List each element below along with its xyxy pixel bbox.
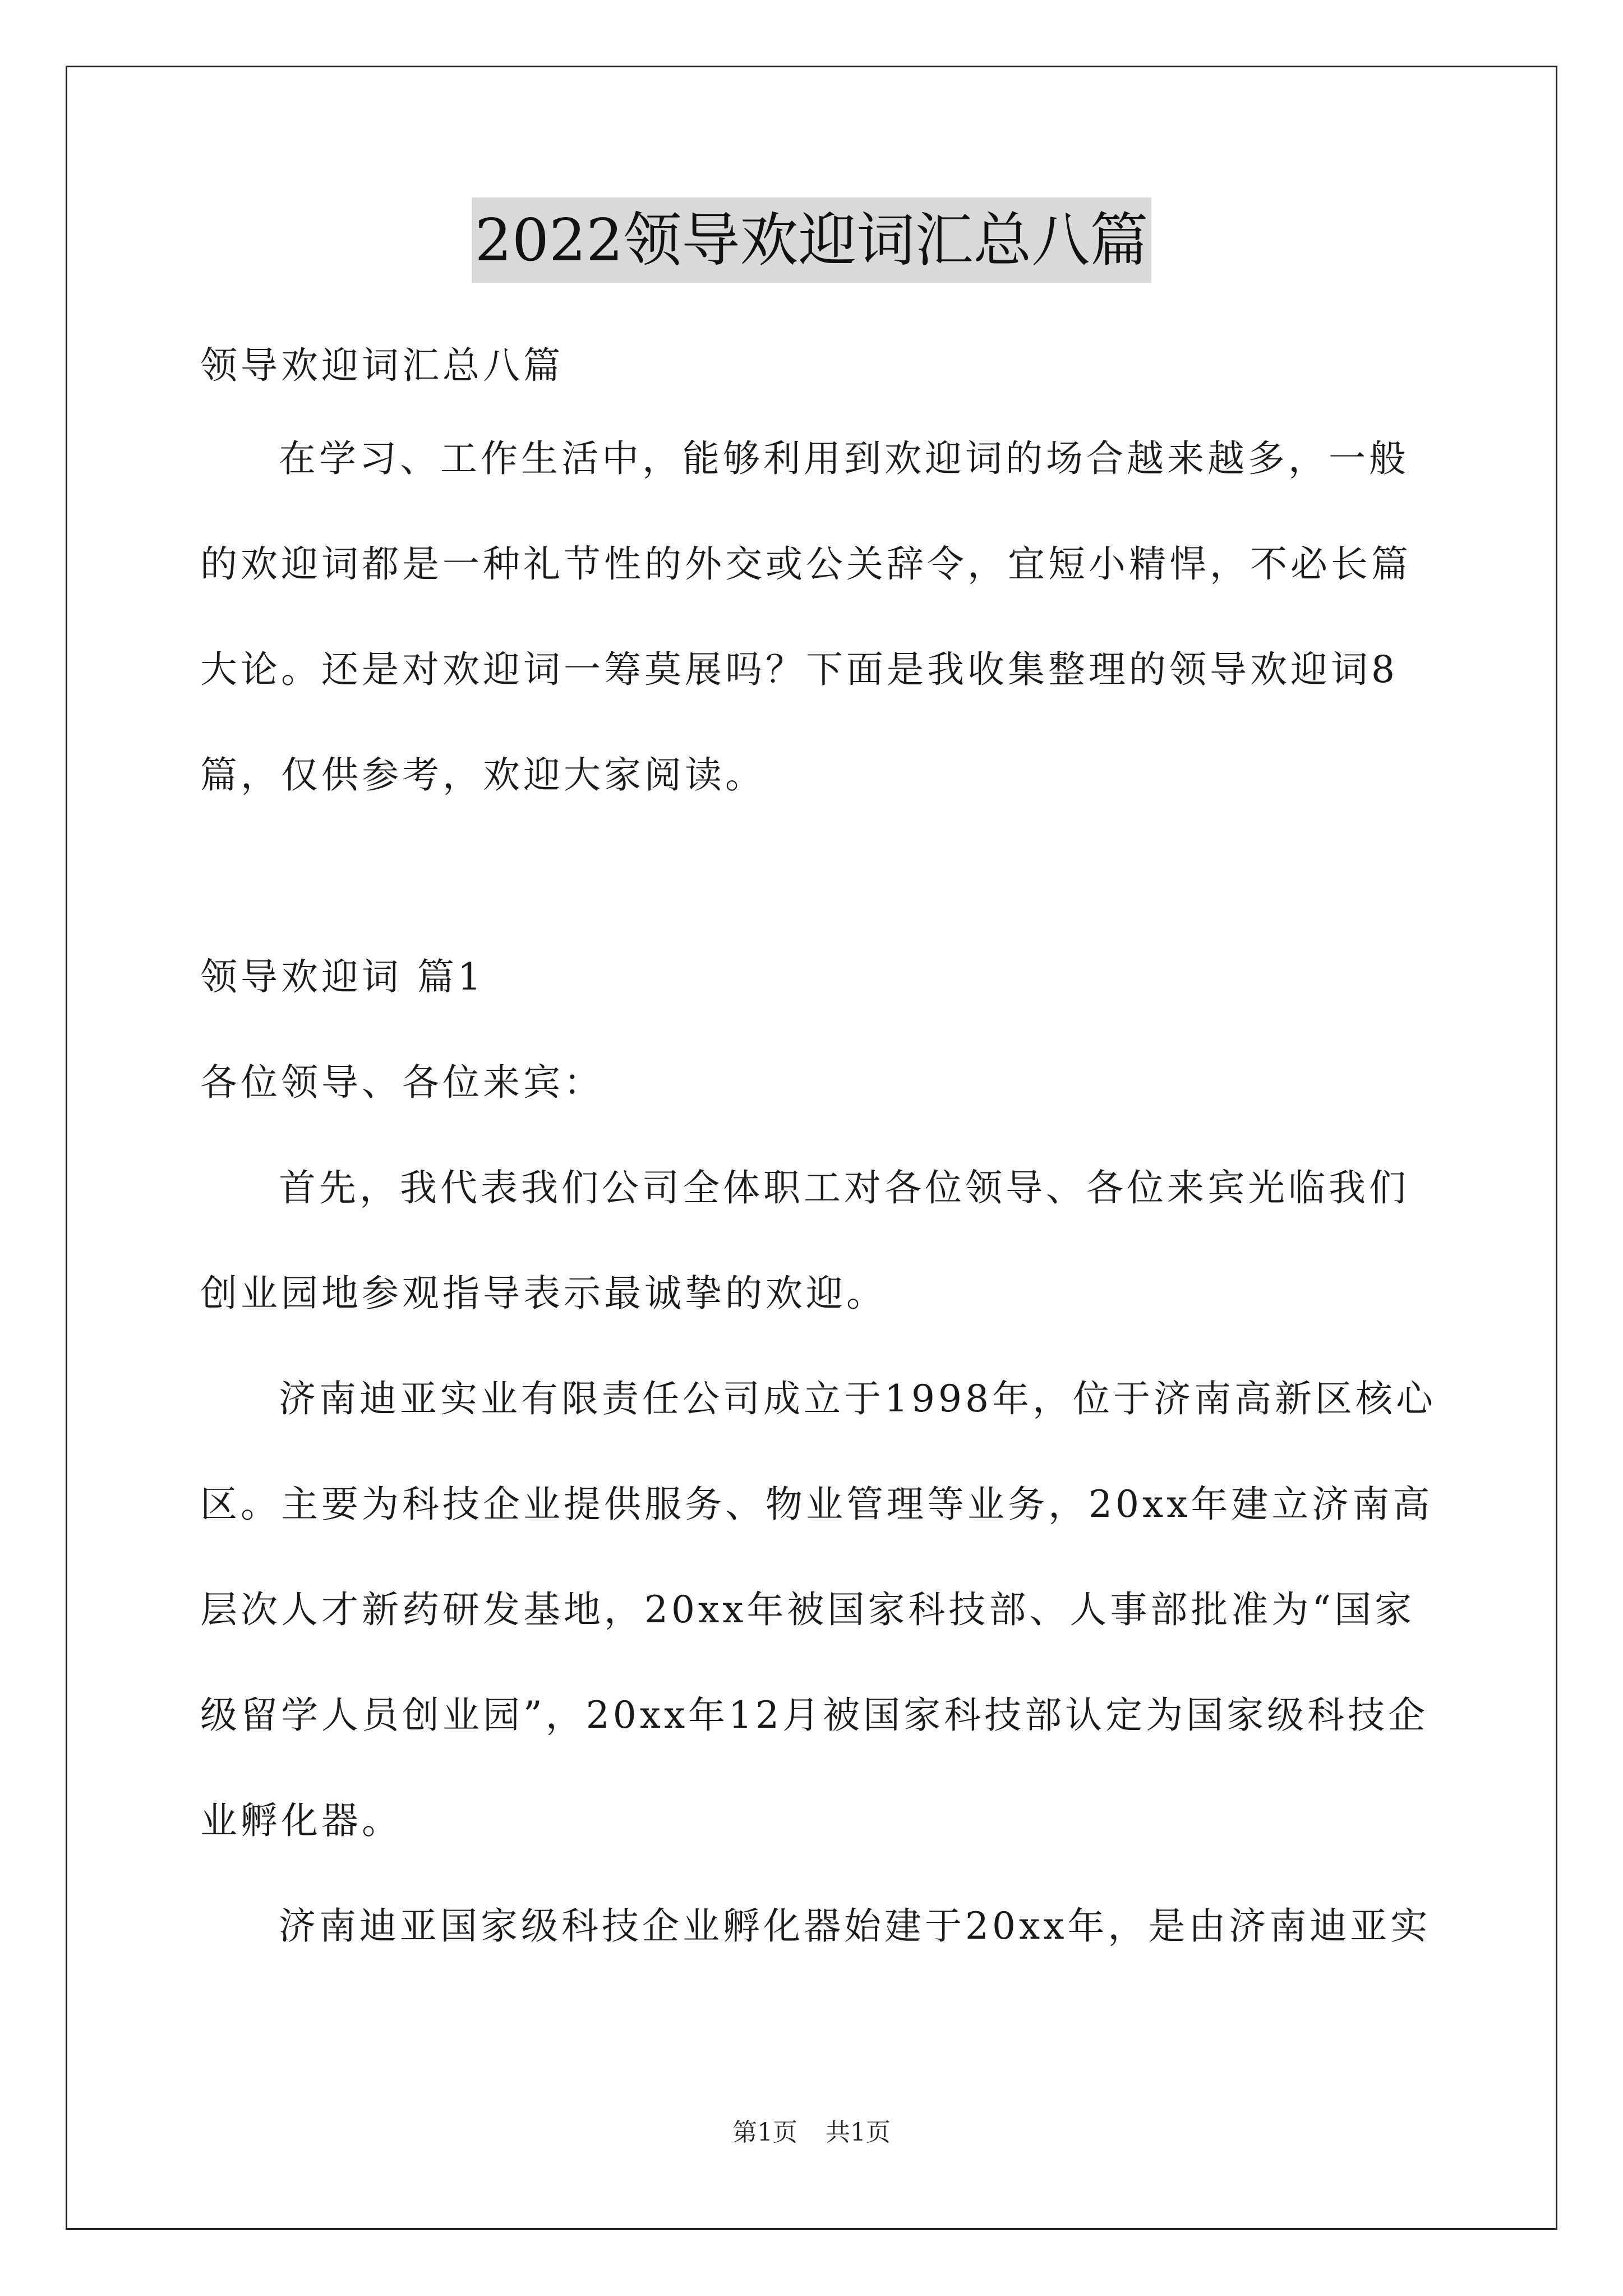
intro-line-3: 大论。还是对欢迎词一筹莫展吗？下面是我收集整理的领导欢迎词8 — [200, 648, 1398, 691]
para3-line-1: 济南迪亚国家级科技企业孵化器始建于20xx年，是由济南迪亚实 — [279, 1904, 1431, 1948]
title-container — [0, 197, 1623, 283]
salutation: 各位领导、各位来宾： — [200, 1061, 604, 1104]
document-body — [200, 339, 1436, 1953]
para2-line-4: 级留学人员创业园”，20xx年12月被国家科技部认定为国家级科技企 — [200, 1694, 1429, 1737]
page-number-current: 第1页 — [732, 2118, 797, 2147]
intro-line-4: 篇，仅供参考，欢迎大家阅读。 — [200, 753, 766, 797]
page-footer — [0, 2116, 1623, 2150]
page-number-total: 共1页 — [826, 2118, 891, 2147]
para2-line-1: 济南迪亚实业有限责任公司成立于1998年，位于济南高新区核心 — [279, 1377, 1436, 1420]
intro-line-2: 的欢迎词都是一种礼节性的外交或公关辞令，宜短小精悍，不必长篇 — [200, 542, 1412, 586]
subtitle: 领导欢迎词汇总八篇 — [200, 344, 564, 387]
para1-line-2: 创业园地参观指导表示最诚挚的欢迎。 — [200, 1272, 887, 1315]
para2-line-5: 业孵化器。 — [200, 1799, 402, 1842]
para1-line-1: 首先，我代表我们公司全体职工对各位领导、各位来宾光临我们 — [279, 1166, 1409, 1209]
document-title: 2022领导欢迎词汇总八篇 — [472, 197, 1152, 283]
intro-line-1: 在学习、工作生活中，能够利用到欢迎词的场合越来越多，一般 — [279, 437, 1409, 480]
para2-line-3: 层次人才新药研发基地，20xx年被国家科技部、人事部批准为“国家 — [200, 1588, 1415, 1631]
para2-line-2: 区。主要为科技企业提供服务、物业管理等业务，20xx年建立济南高 — [200, 1483, 1433, 1526]
section-heading: 领导欢迎词 篇1 — [200, 955, 485, 999]
